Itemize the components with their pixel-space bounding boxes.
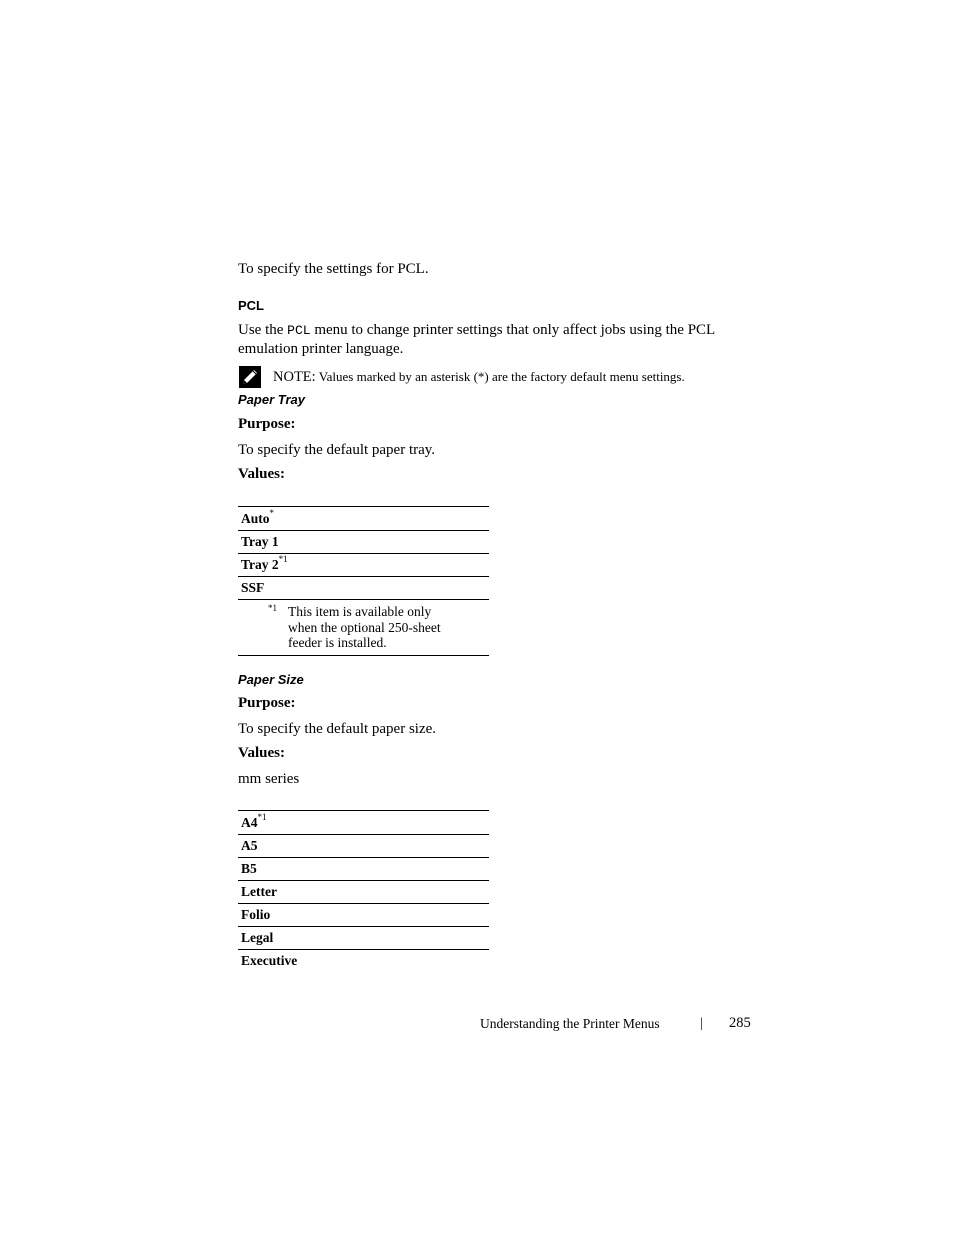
paper-tray-purpose-label: Purpose: (238, 416, 296, 432)
footnote-text: This item is available only when the optional 250-sheet feeder is installed. (288, 604, 441, 650)
value-label: Legal (241, 930, 274, 945)
paper-size-purpose: To specify the default paper size. (238, 721, 437, 737)
value-label: B5 (241, 861, 257, 876)
paper-size-heading: Paper Size (238, 672, 304, 687)
table-row (238, 927, 489, 950)
table-row (238, 835, 489, 858)
section-heading: PCL (238, 298, 264, 313)
footnote-marker: *1 (278, 554, 288, 564)
footnote-marker: *1 (257, 811, 267, 822)
value-label: Folio (241, 907, 271, 922)
paper-size-values-table (238, 810, 489, 972)
section-description (238, 321, 758, 359)
paper-size-values-label: Values: (238, 745, 285, 761)
table-row (238, 577, 489, 600)
table-row (238, 950, 489, 973)
paper-tray-heading: Paper Tray (238, 392, 305, 407)
footer-separator: | (700, 1015, 703, 1030)
pencil-note-icon (239, 366, 261, 393)
paper-size-purpose-label: Purpose: (238, 695, 296, 711)
value-label: Letter (241, 884, 277, 899)
value-label: SSF (241, 580, 265, 595)
intro-text: To specify the settings for PCL. (238, 261, 429, 277)
value-label: A4 (241, 814, 258, 830)
footnote-mark: *1 (268, 603, 277, 613)
value-label: Auto (241, 510, 270, 526)
note-label: NOTE: (273, 369, 316, 385)
value-label: Executive (241, 953, 298, 968)
value-label: Tray 2 (241, 557, 279, 572)
table-row (238, 507, 489, 531)
menu-code: PCL (287, 323, 311, 338)
paper-tray-purpose: To specify the default paper tray. (238, 442, 436, 458)
description-text-cont: menu to change printer settings that only affect jobs using the PCL (310, 322, 716, 338)
description-line-2: emulation printer language. (238, 341, 404, 357)
paper-tray-values-table (238, 506, 489, 656)
default-marker: * (269, 507, 275, 518)
footnote-row (238, 600, 489, 656)
note-body: Values marked by an asterisk (*) are the factory default menu settings. (315, 369, 685, 384)
table-row (238, 881, 489, 904)
footer-title: Understanding the Printer Menus (480, 1016, 660, 1031)
table-row (238, 811, 489, 835)
table-row (238, 531, 489, 554)
value-label: A5 (241, 838, 258, 853)
page-number: 285 (729, 1015, 751, 1031)
table-row (238, 858, 489, 881)
value-label: Tray 1 (241, 534, 279, 549)
paper-size-series: mm series (238, 771, 300, 787)
table-row (238, 554, 489, 577)
note-text (273, 369, 685, 386)
description-text: Use the (238, 322, 288, 338)
paper-tray-values-label: Values: (238, 466, 285, 482)
table-row (238, 904, 489, 927)
